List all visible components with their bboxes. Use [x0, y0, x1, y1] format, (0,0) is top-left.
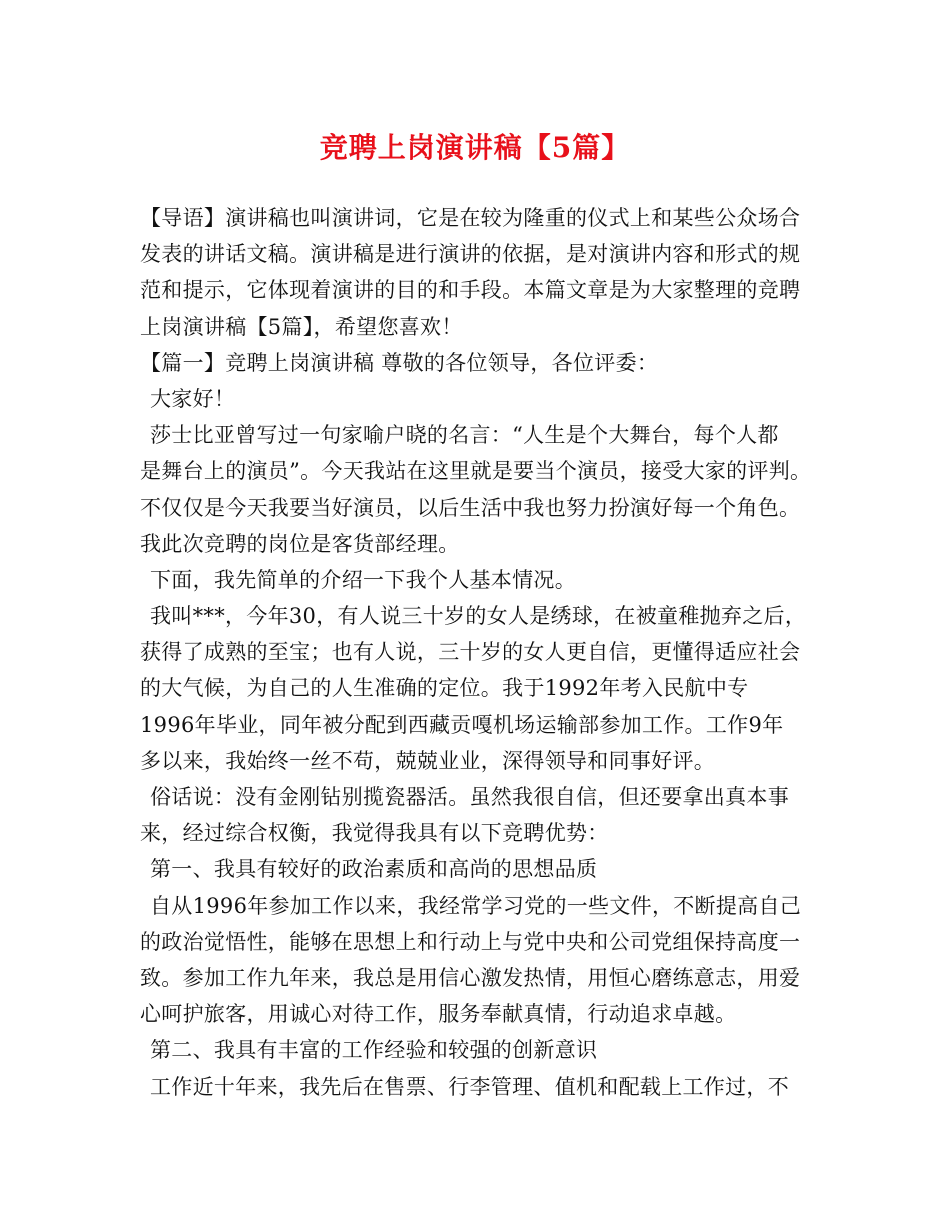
text-line: 上岗演讲稿【5篇】，希望您喜欢！ [140, 314, 463, 339]
text-line: 我叫***，今年30，有人说三十岁的女人是绣球，在被童稚抛弃之后， [150, 604, 807, 629]
text-line: 是舞台上的演员”。今天我站在这里就是要当个演员，接受大家的评判。 [140, 459, 812, 484]
subheading-line: 第一、我具有较好的政治素质和高尚的思想品质 [150, 857, 598, 882]
text-line: 1996年毕业，同年被分配到西藏贡嘎机场运输部参加工作。工作9年 [140, 712, 784, 737]
subheading-line: 第二、我具有丰富的工作经验和较强的创新意识 [150, 1038, 598, 1063]
text-line: 多以来，我始终一丝不苟，兢兢业业，深得领导和同事好评。 [140, 748, 716, 773]
text-line: 发表的讲话文稿。演讲稿是进行演讲的依据，是对演讲内容和形式的规 [140, 242, 801, 267]
text-line: 不仅仅是今天我要当好演员，以后生活中我也努力扮演好每一个角色。 [140, 495, 801, 520]
document-body [140, 200, 820, 1105]
text-line: 的政治觉悟性，能够在思想上和行动上与党中央和公司党组保持高度一 [140, 929, 801, 954]
text-line: 来，经过综合权衡，我觉得我具有以下竞聘优势： [140, 821, 609, 846]
text-line: 致。参加工作九年来，我总是用信心激发热情，用恒心磨练意志，用爱 [140, 965, 801, 990]
text-line: 的大气候，为自己的人生准确的定位。我于1992年考入民航中专 [140, 676, 749, 701]
text-line: 大家好！ [150, 386, 236, 411]
section-heading-line: 【篇一】竞聘上岗演讲稿 尊敬的各位领导，各位评委： [140, 350, 659, 375]
document-title: 竞聘上岗演讲稿【5篇】 [319, 131, 631, 164]
text-line: 工作近十年来，我先后在售票、行李管理、值机和配载上工作过，不 [150, 1074, 789, 1099]
text-line: 心呵护旅客，用诚心对待工作，服务奉献真情，行动追求卓越。 [140, 1002, 737, 1027]
text-line: 下面，我先简单的介绍一下我个人基本情况。 [150, 567, 576, 592]
text-line: 俗话说：没有金刚钻别揽瓷器活。虽然我很自信，但还要拿出真本事 [150, 785, 789, 809]
text-line: 我此次竞聘的岗位是客货部经理。 [140, 531, 460, 556]
text-line: 自从1996年参加工作以来，我经常学习党的一些文件，不断提高自己 [150, 893, 802, 918]
text-line: 获得了成熟的至宝；也有人说，三十岁的女人更自信，更懂得适应社会 [140, 640, 801, 665]
text-line: 莎士比亚曾写过一句家喻户晓的名言：“人生是个大舞台，每个人都 [150, 423, 779, 448]
text-line: 【导语】演讲稿也叫演讲词，它是在较为隆重的仪式上和某些公众场合 [140, 206, 801, 230]
text-line: 范和提示，它体现着演讲的目的和手段。本篇文章是为大家整理的竞聘 [140, 278, 801, 303]
